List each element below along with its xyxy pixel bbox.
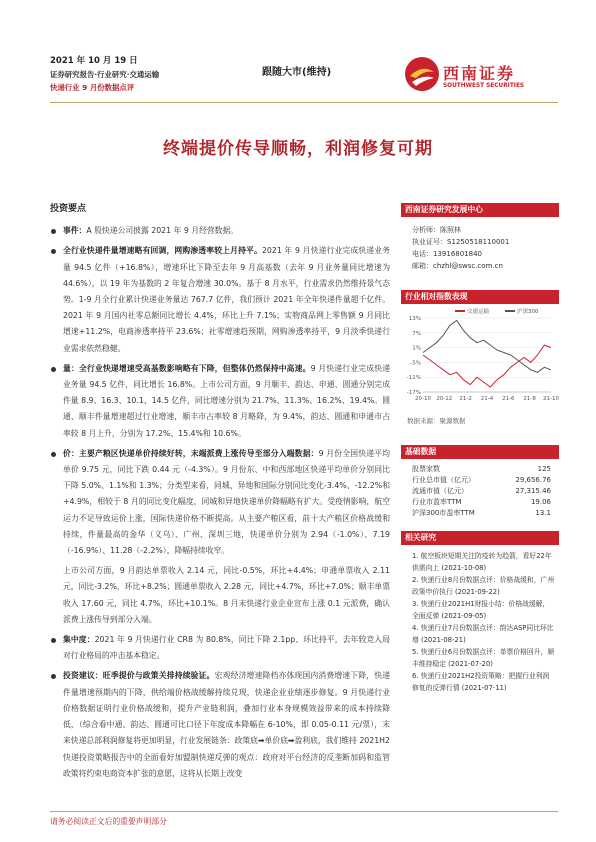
x-tick-label: 21-10 [543, 396, 559, 402]
footer-divider [50, 811, 558, 812]
key-point: 事件：A 股快递公司披露 2021 年 9 月经营数据。 [50, 223, 390, 239]
x-tick-label: 21-2 [459, 396, 472, 402]
key-point: 价：主要产粮区快递单价持续好转，末端派费上涨传导至部分入端数据：9 月份全国快递平均单价 9.75 元，同比下跌 0.44 元（-4.3%）。9 月份东、中和西部地区快递平均单价分别同比下降 5.0%、1.1%和 1.3%；分类型来看，同城、异地和国际分别同比变化-3.4%、-12.2%和+4.9%，相较于 8 月的同比变化幅度，同城和异地快递单价降幅略有扩大。受疫情影响，航空运力不足导致运价上涨，国际快递价格不断提高。从主要产粮区看，前十大产粮区价格战缓和持续，件量最高的金华（义乌）、广州、深圳三地，快递单价分别为 2.94（-1.0%）、7.19（-16.9%）、11.28（-2.2%），降幅持续收窄。 [50, 446, 390, 559]
series-line [423, 345, 551, 387]
bullet-icon [51, 249, 56, 254]
basic-header: 基础数据 [401, 445, 559, 459]
y-tick-label: -17% [406, 390, 421, 396]
x-tick-label: 20-12 [436, 396, 453, 402]
legend-swatch [455, 310, 465, 312]
bullet-icon [51, 452, 56, 457]
y-tick-label: -5% [410, 360, 421, 367]
analyst-phone: 电话：13916801840 [412, 250, 482, 258]
series-line [423, 321, 551, 373]
related-report-link[interactable]: 5. 快递行业6月份数据点评：单票价格回升，顺丰维持稳定 (2021-07-20) [412, 648, 555, 668]
analyst-panel [401, 203, 559, 272]
rating: 跟随大市(维持) [262, 67, 332, 78]
related-report-link[interactable]: 3. 快递行业2021H1财报小结：价格战缓解，全面反弹 (2021-09-05) [412, 600, 550, 620]
chart-header: 行业相对指数表现 [401, 290, 559, 304]
related-report-link[interactable]: 6. 快递行业2021H2投资策略：把握行业利润修复的反弹行情 (2021-07-11) [412, 672, 550, 692]
key-point: 全行业快递件量增速略有回调，网购渗透率较上月持平。2021 年 9 月快递行业完成快递业务量 94.5 亿件（+16.8%），增速环比下降至去年 9 月高基数（去年 9 月业务量同比增速为 44.6%），以 19 年为基数的 2 年复合增速 30.0%。基于 8 月水平，行业需求仍然维持景气态势。1-9 月全行业累计快递业务量达 767.7 亿件，我们预计 2021 年全年快递件量超千亿件。2021 年 9 月国内社零总额同比增长 4.4%，环比上升 7.1%；实物商品网上零售额 9 月同比增速+11.2%，电商渗透率持平 23.6%；社零增速趋预期，网购渗透率持平，9 月淡季快递行业需求依然稳健。 [50, 243, 390, 356]
legend-item-transport [455, 307, 489, 315]
bullet-icon [51, 674, 56, 679]
related-report-link[interactable]: 2. 快递行业8月份数据点评：价格战缓和，广州政策申价执行 (2021-09-22) [412, 576, 555, 596]
analyst-header: 西南证券研究发展中心 [401, 203, 559, 217]
report-category: 证券研究报告·行业研究·交通运输 [50, 70, 160, 79]
bullet-icon [51, 229, 56, 234]
logo-text-cn: 西南证券 [443, 64, 516, 83]
relative-index-chart [401, 304, 559, 410]
bullet-icon [51, 638, 56, 643]
legend-item-csi300 [505, 307, 539, 315]
bullet-icon [51, 367, 56, 372]
analyst-info [401, 217, 559, 272]
header-divider [50, 102, 558, 103]
x-tick-label: 20-10 [415, 396, 431, 402]
report-title: 终端提价传导顺畅，利润修复可期 [163, 139, 433, 159]
key-point: 投资建议：旺季提价与政策关排持续验证。宏观经济增速降档亦体现国内消费增速下降，快递件量增速预期内的下降，供给端价格战缓解持续兑现，快递企业业绩逐步修复。9 月快递行业价格数据证明行业价格战缓和，提升产业链利润，叠加行业本身规模效益带来的成本持续降低，（综合看中通、韵达、圆通可比口径下年度成本降幅在 6-10%，即 0.05-0.11 元/票），末来快递总部利润修复将更加明显，行业发展链条：政策底➡单价底➡盈利底，我们维持 2021H2 快递投资策略报告中的全面看好加盟制快递反弹的观点：政府对平台经济的反垄断加码和监管政策将约束电商资本扩张的意愿，这将从长期上改变 [50, 668, 390, 781]
related-research-panel [401, 531, 559, 694]
related-report-link[interactable]: 1. 航空板块短期关注防疫转为趋箭，看好22年供需向上 (2021-10-08) [412, 552, 552, 572]
basic-row: 行业总市值（亿元） 29,656.76 [412, 476, 551, 484]
section-title: 投资要点 [50, 204, 87, 214]
analyst-name: 分析师：陈照林 [412, 226, 461, 234]
key-point: 量：全行业快递增速受高基数影响略有下降，但整体仍然保持中高速。9 月快递行业完成快递业务量 94.5 亿件，同比增长 16.8%。上市公司方面，9 月顺丰、韵达、申通、圆通分别完成件量 8.9、16.3、10.1、14.5 亿件，同比增速分别为 21.7%、11.3%、16.2%、19.4%。圆通、顺丰件量增速超过行业增速，顺丰市占率较 8 月略降，为 9.4%，韵达、圆通和申通市占率较 8 月上升，分别为 17.2%、15.4%和 10.6%。 [50, 361, 390, 442]
y-tick-label: 7% [412, 330, 421, 337]
logo-text-en: SOUTHWEST SECURITIES [443, 83, 525, 89]
x-tick-label: 21-8 [523, 396, 536, 402]
index-chart-panel [401, 290, 559, 425]
analyst-license: 执业证号：S1250518110001 [412, 238, 510, 246]
basic-row: 沪深300市盈率TTM 13.1 [412, 509, 551, 517]
y-tick-label: 13% [408, 316, 421, 322]
report-date: 2021 年 10 月 19 日 [50, 56, 138, 66]
y-tick-label: -11% [406, 375, 421, 382]
basic-row: 流通市值（亿元） 27,315.46 [412, 487, 551, 495]
basic-row: 股票家数 125 [412, 465, 551, 473]
x-tick-label: 21-4 [480, 396, 494, 402]
x-tick-label: 21-6 [502, 396, 515, 402]
basic-data-panel [401, 445, 559, 519]
company-logo [404, 52, 564, 102]
data-source: 数据来源：聚源数据 [407, 417, 466, 425]
basic-row: 行业市盈率TTM 19.06 [412, 498, 551, 506]
chart-area [401, 304, 559, 414]
legend-swatch [505, 310, 515, 312]
key-point: 集中度：2021 年 9 月快递行业 CR8 为 80.8%，同比下降 2.1pp、环比持平，去年较竞入局对行业格局的冲击基本稳定。 [50, 632, 390, 664]
footer-disclaimer: 请务必阅读正文后的重要声明部分 [50, 817, 167, 826]
main-content [50, 201, 390, 786]
report-subcategory: 快递行业 9 月份数据点评 [50, 83, 135, 92]
report-meta [50, 55, 159, 94]
legend-label: 沪深300 [517, 309, 539, 315]
logo-emblem-icon [404, 56, 440, 92]
related-report-link[interactable]: 4. 快递行业7月份数据点评：韵达ASP同比环比增 (2021-08-21) [412, 624, 554, 644]
key-point-continued: 上市公司方面，9 月韵达单票收入 2.14 元，同比-0.5%，环比+4.4%；申通单票收入 2.11 元，同比-3.2%，环比+8.2%；圆通单票收入 2.28 元，同比+4.7%，环比+7.0%；顺丰单票收入 17.60 元，同比 4.7%，环比+10.1%。8 月末快递行业企业宣布上涨 0.1 元派费，确认派费上涨传导到部分入端。 [63, 566, 390, 624]
y-tick-label: 1% [412, 345, 421, 352]
legend-label: 交通运输 [467, 309, 490, 315]
analyst-email[interactable]: 邮箱：chzhl@swsc.com.cn [412, 262, 503, 270]
related-header: 相关研究 [401, 531, 559, 545]
